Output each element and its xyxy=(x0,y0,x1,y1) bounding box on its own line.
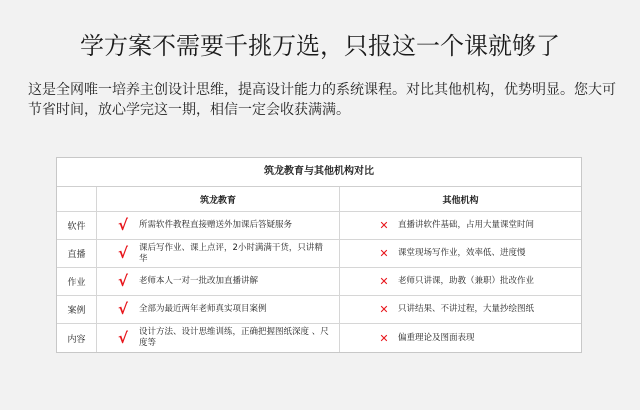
cross-icon: ✕ xyxy=(379,303,389,316)
check-icon: √ xyxy=(117,272,128,290)
zhulong-text: 全部为最近两年老师真实项目案例 xyxy=(139,304,267,314)
others-cell xyxy=(340,268,581,295)
table-row xyxy=(57,268,581,296)
check-icon: √ xyxy=(117,328,128,347)
zhulong-text: 课后写作业、课上点评，2小时满满干货，只讲精华 xyxy=(139,242,323,264)
table-row xyxy=(57,296,581,324)
zhulong-cell xyxy=(97,212,340,239)
others-text: 老师只讲课，助教（兼职）批改作业 xyxy=(398,276,535,286)
others-text: 课堂现场写作业，效率低、进度慢 xyxy=(398,248,526,258)
header-category-cell xyxy=(57,187,97,211)
header-col-others: 其他机构 xyxy=(442,195,479,206)
page-headline: 学方案不需要千挑万选，只报这一个课就够了 xyxy=(80,32,560,60)
zhulong-cell xyxy=(97,324,340,352)
table-row xyxy=(57,212,581,240)
cross-icon: ✕ xyxy=(379,247,389,260)
check-icon: √ xyxy=(117,216,128,234)
zhulong-text: 设计方法、设计思维训练，正确把握图纸深度 、尺度等 xyxy=(139,327,329,348)
zhulong-text: 老师本人一对一批改加直播讲解 xyxy=(139,276,259,286)
row-category: 直播 xyxy=(57,240,97,267)
table-title: 筑龙教育与其他机构对比 xyxy=(57,158,581,187)
others-cell xyxy=(340,324,581,352)
table-row xyxy=(57,324,581,352)
others-cell xyxy=(340,240,581,267)
row-category: 案例 xyxy=(57,296,97,323)
others-text: 直播讲软件基础，占用大量课堂时间 xyxy=(398,220,535,230)
check-icon: √ xyxy=(117,244,128,262)
table-row xyxy=(57,240,581,268)
zhulong-cell xyxy=(97,268,340,295)
comparison-table xyxy=(56,157,582,353)
cross-icon: ✕ xyxy=(379,219,389,232)
cross-icon: ✕ xyxy=(379,331,389,345)
row-category: 内容 xyxy=(57,324,97,352)
table-header-row xyxy=(57,187,581,212)
check-icon: √ xyxy=(117,300,128,318)
others-cell xyxy=(340,212,581,239)
zhulong-cell xyxy=(97,296,340,323)
zhulong-text: 所需软件教程直接赠送外加课后答疑服务 xyxy=(139,220,293,230)
others-text: 偏重理论及图面表现 xyxy=(398,332,475,343)
header-col-zhulong: 筑龙教育 xyxy=(97,187,340,211)
row-category: 作业 xyxy=(57,268,97,295)
cross-icon: ✕ xyxy=(379,275,389,288)
intro-paragraph: 这是全网唯一培养主创设计思维，提高设计能力的系统课程。对比其他机构，优势明显。您大可节省时间，放心学完这一期，相信一定会收获满满。 xyxy=(28,82,616,118)
row-category: 软件 xyxy=(57,212,97,239)
zhulong-cell xyxy=(97,240,340,267)
others-cell xyxy=(340,296,581,323)
others-text: 只讲结果、不讲过程，大量抄绘图纸 xyxy=(398,304,535,314)
